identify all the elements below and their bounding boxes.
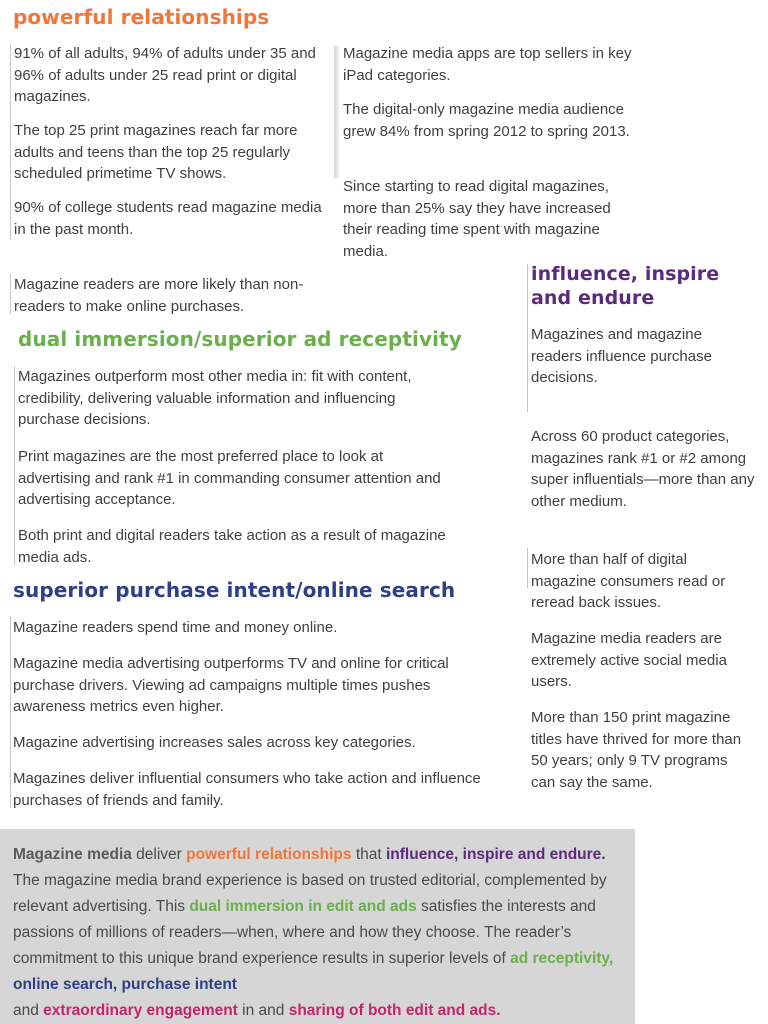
paragraph: More than 150 print magazine titles have thrived for more than 50 years; only 9 TV programs can say the same. [531,709,742,791]
column-rule [10,616,11,808]
summary-fragment: satisfies the interests and passions of millions of readers—when, where and how they choose. The reader’s commitment to this unique brand experience results in superior levels of [13,898,596,967]
summary-highlight: sharing of both edit and ads. [288,1002,501,1019]
paragraph: Across 60 product categories, magazines rank #1 or #2 among super influentials—more than any other medium. [531,428,755,510]
summary-highlight: ad receptivity, [510,950,614,967]
column-rule [10,274,11,314]
heading-dual-immersion: dual immersion/superior ad receptivity [18,327,462,351]
paragraph: More than half of digital magazine consumers read or reread back issues. [531,551,726,611]
column-rule [14,366,15,566]
paragraph: Magazine media advertising outperforms TV and online for critical purchase drivers. Viewing ad campaigns multiple times pushes awareness metrics even higher. [13,655,449,715]
heading-line: and endure [531,287,655,309]
summary-highlight: Magazine media [13,846,132,863]
paragraph: Magazines outperform most other media in: fit with content, credibility, delivering valuable information and influencing purchase decisions. [18,368,412,428]
summary-fragment: The magazine media brand experience is based on trusted editorial, complemented by relevant advertising. This [13,872,607,915]
paragraph: Magazine readers spend time and money online. [13,619,338,636]
paragraph: The top 25 print magazines reach far more adults and teens than the top 25 regularly scheduled primetime TV shows. [14,122,298,182]
column-shadow-rule [334,46,339,178]
summary-highlight: dual immersion in edit and ads [189,898,417,915]
column-rule [10,44,11,240]
heading-powerful-relationships: powerful relationships [13,5,270,29]
column-rule [527,264,528,412]
summary-fragment: and [13,1002,44,1019]
paragraph: 90% of college students read magazine media in the past month. [14,199,322,238]
summary-text [13,842,621,1024]
summary-highlight: powerful relationships [186,846,352,863]
paragraph: 91% of all adults, 94% of adults under 35 and 96% of adults under 25 read print or digital magazines. [14,45,316,105]
paragraph: Both print and digital readers take action as a result of magazine media ads. [18,527,446,566]
summary-fragment: deliver [131,846,187,863]
paragraph: Magazine readers are more likely than non-readers to make online purchases. [14,276,304,315]
heading-influence [531,262,756,310]
heading-line: influence, inspire [531,263,720,285]
paragraph: Magazines deliver influential consumers who take action and influence purchases of friends and family. [13,770,481,809]
summary-fragment: that [351,846,386,863]
heading-superior-purchase: superior purchase intent/online search [13,578,456,602]
paragraph: Magazines and magazine readers influence purchase decisions. [531,326,712,386]
summary-highlight: extraordinary engagement [43,1002,238,1019]
paragraph: Since starting to read digital magazines, more than 25% say they have increased their reading time spent with magazine media. [343,178,611,260]
paragraph: Magazine media apps are top sellers in key iPad categories. [343,45,632,84]
summary-highlight: influence, inspire and endure. [385,846,606,863]
summary-highlight: online search, purchase intent [13,976,237,993]
paragraph: Print magazines are the most preferred place to look at advertising and rank #1 in commanding consumer attention and advertising acceptance. [18,448,441,508]
paragraph: Magazine advertising increases sales across key categories. [13,734,416,751]
summary-fragment: in and [237,1002,289,1019]
paragraph: Magazine media readers are extremely active social media users. [531,630,727,690]
paragraph: The digital-only magazine media audience grew 84% from spring 2012 to spring 2013. [343,101,630,140]
column-rule [527,548,528,588]
